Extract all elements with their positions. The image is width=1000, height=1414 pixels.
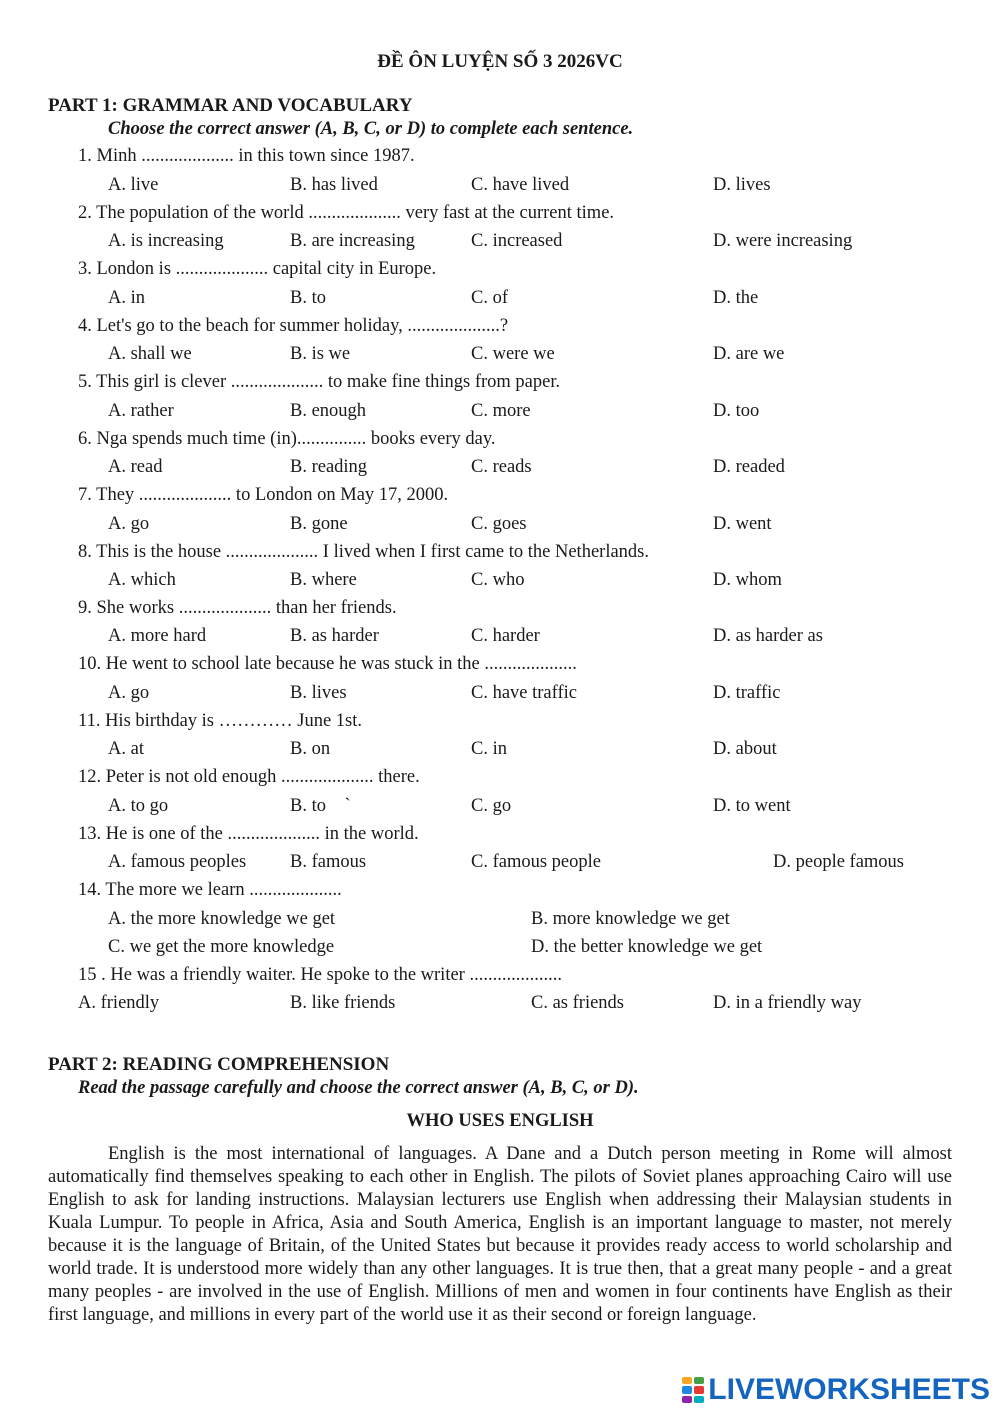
option-c[interactable]: C. harder — [471, 626, 540, 646]
option-b[interactable]: B. to ` — [290, 796, 351, 816]
option-b[interactable]: B. as harder — [290, 626, 379, 646]
option-c[interactable]: C. in — [471, 739, 507, 759]
option-c[interactable]: C. go — [471, 796, 512, 816]
option-b[interactable]: B. has lived — [290, 175, 378, 195]
option-d[interactable]: D. went — [713, 514, 772, 534]
option-d[interactable]: D. were increasing — [713, 231, 853, 251]
logo-mark-icon — [682, 1377, 704, 1403]
option-d[interactable]: D. in a friendly way — [713, 993, 862, 1013]
part2-heading: PART 2: READING COMPREHENSION — [48, 1054, 390, 1075]
option-b[interactable]: B. gone — [290, 514, 348, 534]
question-stem: 14. The more we learn .................... — [78, 880, 342, 900]
logo-text: LIVEWORKSHEETS — [708, 1373, 990, 1406]
question-stem: 1. Minh .................... in this town since 1987. — [78, 146, 415, 166]
option-b[interactable]: B. to — [290, 288, 326, 308]
option-d[interactable]: D. the — [713, 288, 759, 308]
option-c[interactable]: C. we get the more knowledge — [108, 937, 335, 957]
option-c[interactable]: C. who — [471, 570, 525, 590]
option-a[interactable]: A. go — [108, 514, 150, 534]
option-a[interactable]: A. at — [108, 739, 144, 759]
question-stem: 6. Nga spends much time (in)............... books every day. — [78, 429, 496, 449]
option-a[interactable]: A. to go — [108, 796, 169, 816]
option-c[interactable]: C. of — [471, 288, 508, 308]
question-stem: 15 . He was a friendly waiter. He spoke to the writer .................... — [78, 965, 562, 985]
option-d[interactable]: D. too — [713, 401, 760, 421]
question-stem: 10. He went to school late because he was stuck in the .................... — [78, 654, 577, 674]
option-a[interactable]: A. live — [108, 175, 159, 195]
option-b[interactable]: B. on — [290, 739, 331, 759]
question-stem: 12. Peter is not old enough .................... there. — [78, 767, 420, 787]
reading-passage: English is the most international of languages. A Dane and a Dutch person meeting in Rome will almost automatically find themselves speaking to each other in English. The pilots of Soviet planes approaching Cairo will use English to ask for landing instructions. Malaysian lecturers use English when addressing their Malaysian students in Kuala Lumpur. To people in Africa, Asia and South America, English is an important language to master, not merely because it is the language of Britain, of the United States but because it provides ready access to world scholarship and world trade. It is understood more widely than any other languages. It is true then, that a great many people - and a great many peoples - are involved in the use of English. Millions of men and women in four continents have English as their first language, and millions in every part of the world use it as their second or foreign language. — [48, 1144, 952, 1325]
option-d[interactable]: D. whom — [713, 570, 782, 590]
page-title: ĐỀ ÔN LUYỆN SỐ 3 2026VC — [377, 51, 623, 72]
option-b[interactable]: B. is we — [290, 344, 351, 364]
option-d[interactable]: D. traffic — [713, 683, 781, 703]
option-a[interactable]: A. the more knowledge we get — [108, 909, 336, 929]
option-c[interactable]: C. goes — [471, 514, 527, 534]
question-stem: 4. Let's go to the beach for summer holiday, ....................? — [78, 316, 509, 336]
option-b[interactable]: B. lives — [290, 683, 347, 703]
option-c[interactable]: C. reads — [471, 457, 532, 477]
option-a[interactable]: A. rather — [108, 401, 174, 421]
option-b[interactable]: B. are increasing — [290, 231, 415, 251]
option-a[interactable]: A. famous peoples — [108, 852, 247, 872]
option-a[interactable]: A. is increasing — [108, 231, 224, 251]
option-c[interactable]: C. have lived — [471, 175, 570, 195]
part1-instruction: Choose the correct answer (A, B, C, or D) to complete each sentence. — [108, 119, 634, 139]
liveworksheets-logo — [682, 1372, 990, 1408]
option-b[interactable]: B. enough — [290, 401, 367, 421]
option-b[interactable]: B. reading — [290, 457, 368, 477]
question-stem: 5. This girl is clever .................... to make fine things from paper. — [78, 372, 561, 392]
question-stem: 8. This is the house .................... I lived when I first came to the Netherlands. — [78, 542, 649, 562]
option-d[interactable]: D. as harder as — [713, 626, 823, 646]
question-stem: 7. They .................... to London on May 17, 2000. — [78, 485, 449, 505]
option-a[interactable]: A. friendly — [78, 993, 160, 1013]
question-stem: 2. The population of the world .................... very fast at the current time. — [78, 203, 615, 223]
option-c[interactable]: C. have traffic — [471, 683, 577, 703]
part1-heading: PART 1: GRAMMAR AND VOCABULARY — [48, 95, 413, 116]
option-b[interactable]: B. where — [290, 570, 357, 590]
option-b[interactable]: B. more knowledge we get — [531, 909, 730, 929]
option-d[interactable]: D. lives — [713, 175, 771, 195]
option-b[interactable]: B. famous — [290, 852, 367, 872]
question-stem: 3. London is .................... capital city in Europe. — [78, 259, 437, 279]
option-d[interactable]: D. to went — [713, 796, 791, 816]
option-d[interactable]: D. about — [713, 739, 777, 759]
question-stem: 11. His birthday is ………… June 1st. — [78, 711, 363, 731]
option-c[interactable]: C. increased — [471, 231, 563, 251]
option-c[interactable]: C. famous people — [471, 852, 601, 872]
option-a[interactable]: A. shall we — [108, 344, 192, 364]
option-c[interactable]: C. were we — [471, 344, 555, 364]
question-stem: 9. She works .................... than her friends. — [78, 598, 397, 618]
passage-title: WHO USES ENGLISH — [406, 1111, 594, 1131]
option-d[interactable]: D. are we — [713, 344, 785, 364]
option-c[interactable]: C. more — [471, 401, 531, 421]
option-d[interactable]: D. people famous — [773, 852, 905, 872]
option-b[interactable]: B. like friends — [290, 993, 396, 1013]
option-a[interactable]: A. more hard — [108, 626, 207, 646]
option-a[interactable]: A. in — [108, 288, 145, 308]
question-stem: 13. He is one of the .................... in the world. — [78, 824, 419, 844]
option-a[interactable]: A. which — [108, 570, 176, 590]
option-a[interactable]: A. read — [108, 457, 163, 477]
option-c[interactable]: C. as friends — [531, 993, 624, 1013]
option-d[interactable]: D. readed — [713, 457, 785, 477]
option-d[interactable]: D. the better knowledge we get — [531, 937, 763, 957]
part2-instruction: Read the passage carefully and choose the correct answer (A, B, C, or D). — [78, 1078, 639, 1098]
option-a[interactable]: A. go — [108, 683, 150, 703]
